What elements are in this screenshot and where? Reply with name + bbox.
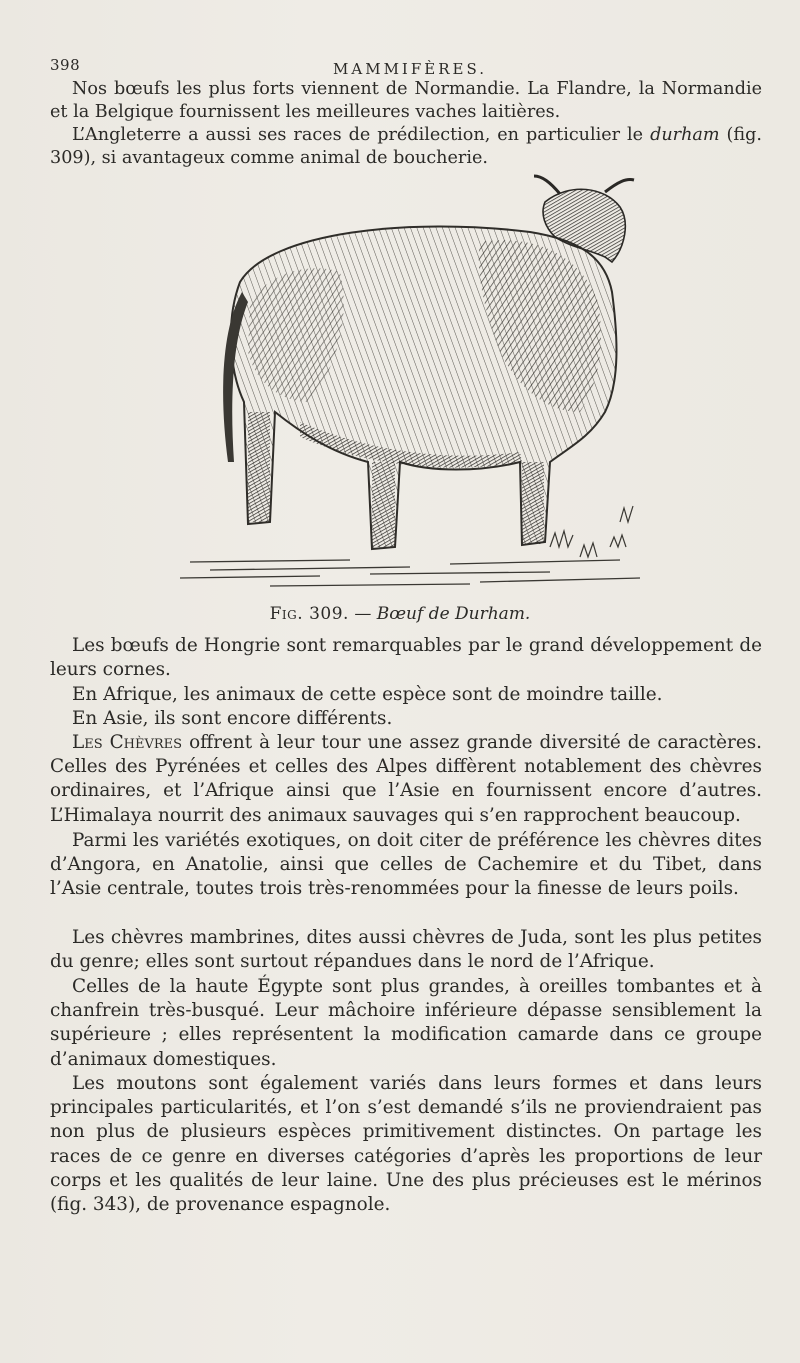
ox-engraving xyxy=(150,162,670,602)
paragraph-chevres xyxy=(50,731,762,828)
paragraph-asie: En Asie, ils sont encore différents. xyxy=(72,708,393,729)
caption-separator: — xyxy=(348,604,377,624)
section-term-chevres: Les Chèvres xyxy=(72,732,183,753)
figure-caption xyxy=(0,604,800,624)
paragraph-text: L’Angleterre a aussi ses races de prédilection, en particulier le xyxy=(72,125,651,145)
figure-title: Bœuf de Durham. xyxy=(376,604,531,624)
paragraph-afrique: En Afrique, les animaux de cette espèce sont de moindre taille. xyxy=(72,684,663,705)
paragraph-varietes: Parmi les variétés exotiques, on doit citer de préférence les chèvres dites d’Angora, en Anatolie, ainsi que celles de Cachemire et du Tibet, dans l’Asie centrale, toutes trois très-renommées pour la finesse de leurs poils. xyxy=(50,830,762,900)
paragraph-egypte: Celles de la haute Égypte sont plus grandes, à oreilles tombantes et à chanfrein très-busqué. Leur mâchoire inférieure dépasse sensiblement la supérieure ; elles représentent la modification camarde dans ce groupe d’animaux domestiques. xyxy=(50,976,762,1070)
paragraph-hongrie: Les bœufs de Hongrie sont remarquables par le grand développement de leurs cornes. xyxy=(50,635,762,681)
running-head: MAMMIFÈRES. xyxy=(333,60,487,78)
paragraph-normandie: Nos bœufs les plus forts viennent de Normandie. La Flandre, la Normandie et la Belgique fournissent les meilleures vaches laitières. xyxy=(50,79,762,122)
page-number: 398 xyxy=(50,56,81,74)
ground-shading xyxy=(180,560,640,586)
breed-name-durham: durham xyxy=(650,125,720,145)
paragraph-moutons: Les moutons sont également variés dans leurs formes et dans leurs principales particularités, et l’on s’est demandé s’ils ne proviendraient pas non plus de plusieurs espèces primitivement distinctes. On partage les races de ce genre en diverses catégories d’après les proportions de leur corps et les qualités de leur laine. Une des plus précieuses est le mérinos (fig. 343), de provenance espagnole. xyxy=(50,1073,762,1216)
figure-label: Fig. 309. xyxy=(269,604,349,624)
paragraph-text: (fig. 309), si avantageux comme animal de boucherie. xyxy=(50,125,762,168)
grass-tufts xyxy=(550,506,633,557)
durham-ox-illustration xyxy=(150,162,670,602)
paragraph-mambrines: Les chèvres mambrines, dites aussi chèvres de Juda, sont les plus petites du genre; elles sont surtout répandues dans le nord de l’Afrique. xyxy=(50,927,762,973)
paragraph-text: offrent à leur tour une assez grande diversité de caractères. Celles des Pyrénées et celles des Alpes diffèrent notablement des chèvres ordinaires, et l’Afrique ainsi que l’Asie en fournissent encore d’autres. L’Himalaya nourrit des animaux sauvages qui s’en rapprochent beaucoup. xyxy=(50,732,762,826)
